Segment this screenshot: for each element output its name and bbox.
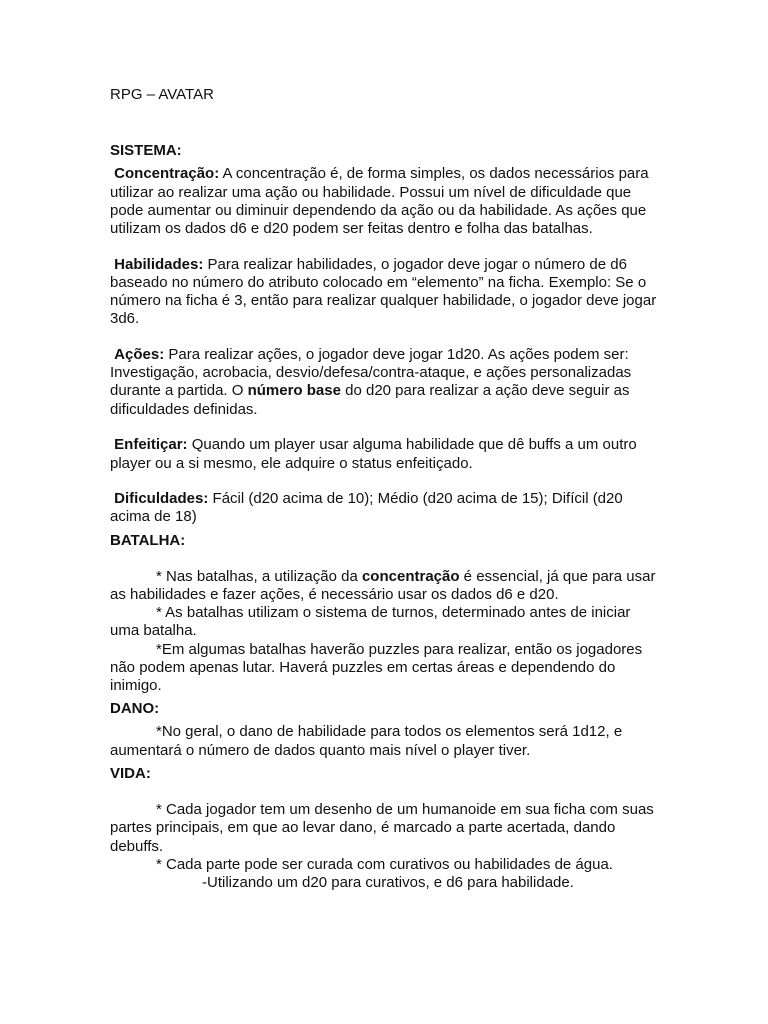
paragraph-habilidades bbox=[110, 256, 662, 329]
term-numero-base: número base bbox=[247, 382, 341, 400]
text-enfeiticar: Quando um player usar alguma habilidade que dê buffs a um outro player ou a si mesmo, ele adquire o status enfeitiçado. bbox=[110, 436, 641, 472]
text-habilidades: Para realizar habilidades, o jogador deve jogar o número de d6 baseado no número do atributo colocado em “elemento” na ficha. Exemplo: Se o número na ficha é 3, então para realizar qualquer habilidade, o jogador deve jogar 3d6. bbox=[110, 255, 661, 328]
vida-item-3: -Utilizando um d20 para curativos, e d6 para habilidade. bbox=[202, 873, 574, 891]
text-concentracao: A concentração é, de forma simples, os dados necessários para utilizar ao realizar uma ação ou habilidade. Possui um nível de dificuldade que pode aumentar ou diminuir dependendo da ação ou da habilidade. As ações que utilizam os dados d6 e d20 podem ser feitas dentro e folha das batalhas. bbox=[110, 165, 653, 238]
section-heading-sistema: SISTEMA: bbox=[110, 142, 182, 160]
term-habilidades: Habilidades: bbox=[110, 255, 204, 273]
batalha-item-1: * Nas batalhas, a utilização da concentração é essencial, já que para usar as habilidades e fazer ações, é necessário usar os dados d6 e d20. bbox=[110, 567, 660, 604]
term-enfeiticar: Enfeitiçar: bbox=[110, 436, 188, 454]
batalha-item-3: *Em algumas batalhas haverão puzzles para realizar, então os jogadores não podem apenas lutar. Haverá puzzles em certas áreas e dependendo do inimigo. bbox=[110, 640, 647, 695]
text-acoes-1: Para realizar ações, o jogador deve jogar 1d20. As ações podem ser: Investigação, acrobacia, desvio/defesa/contra-ataque, e ações personalizadas durante a partida. O bbox=[110, 346, 636, 400]
term-acoes: Ações: bbox=[110, 346, 165, 364]
term-concentracao: Concentração: bbox=[110, 165, 220, 183]
term-concentracao-batalha: concentração bbox=[361, 567, 460, 585]
term-dificuldades: Dificuldades: bbox=[110, 490, 209, 508]
text-acoes-2: do d20 para realizar a ação deve seguir as dificuldades definidas. bbox=[110, 382, 634, 418]
dano-item-1: *No geral, o dano de habilidade para todos os elementos será 1d12, e aumentará o número de dados quanto mais nível o player tiver. bbox=[110, 723, 627, 759]
section-heading-batalha: BATALHA: bbox=[110, 531, 186, 549]
section-heading-dano: DANO: bbox=[110, 700, 160, 718]
batalha-item-2: * As batalhas utilizam o sistema de turnos, determinado antes de iniciar uma batalha. bbox=[110, 604, 635, 640]
paragraph-concentracao bbox=[110, 165, 662, 238]
vida-item-2: * Cada parte pode ser curada com curativos ou habilidades de água. bbox=[156, 855, 613, 873]
document-title: RPG – AVATAR bbox=[110, 86, 214, 103]
paragraph-enfeiticar bbox=[110, 436, 662, 472]
paragraph-dificuldades bbox=[110, 490, 662, 526]
vida-item-1: * Cada jogador tem um desenho de um humanoide em sua ficha com suas partes principais, em que ao levar dano, é marcado a parte acertada, dando debuffs. bbox=[110, 801, 658, 855]
section-heading-vida: VIDA: bbox=[110, 764, 151, 782]
text-dificuldades: Fácil (d20 acima de 10); Médio (d20 acima de 15); Difícil (d20 acima de 18) bbox=[110, 490, 627, 526]
paragraph-acoes bbox=[110, 346, 662, 419]
document-body bbox=[110, 86, 662, 892]
